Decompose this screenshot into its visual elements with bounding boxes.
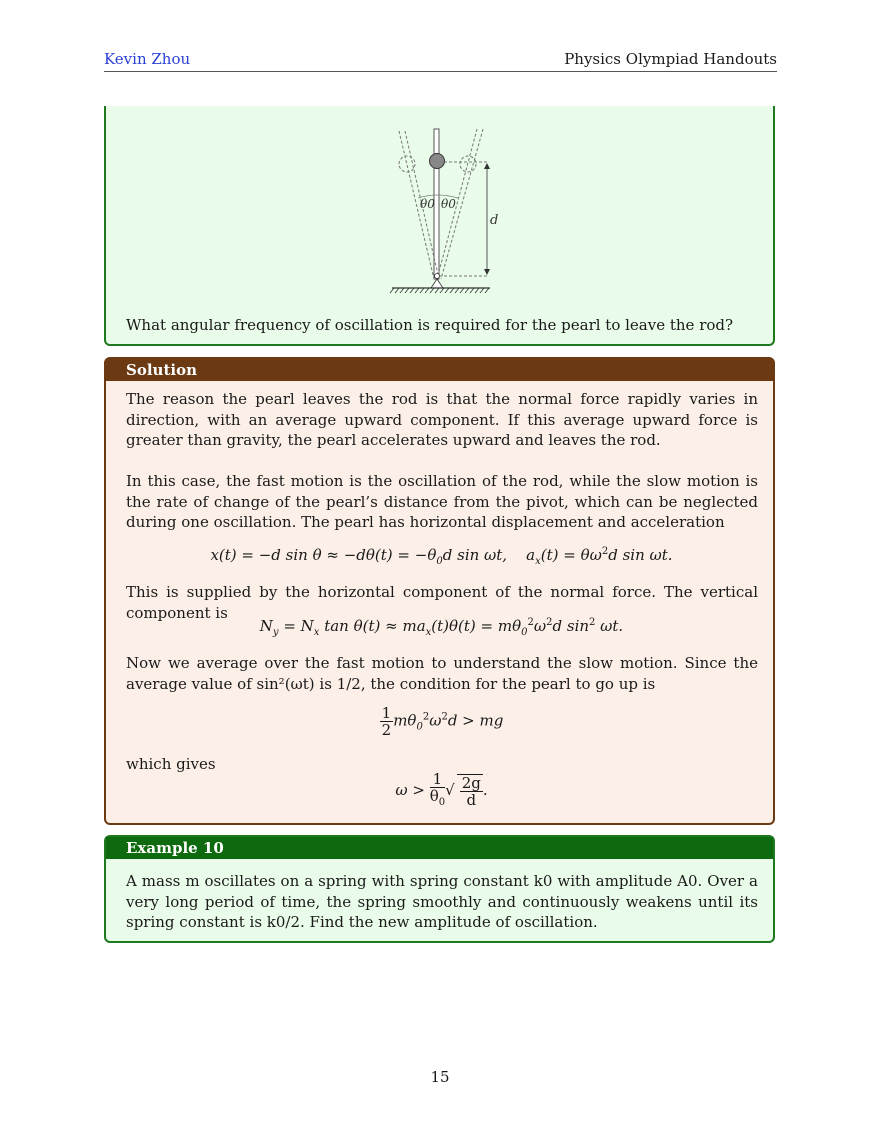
solution-heading: Solution	[106, 359, 773, 381]
solution-paragraph-2: In this case, the fast motion is the oscillation of the rod, while the slow motion is the rate of change of the pearl’s distance from the pivot, which can be neglected during one oscillation. The pearl has horizontal displacement and acceleration	[126, 472, 758, 531]
problem-question: What angular frequency of oscillation is required for the pearl to leave the rod?	[126, 316, 734, 334]
solution-paragraph-5: which gives	[126, 755, 216, 773]
solution-paragraph-4: Now we average over the fast motion to understand the slow motion. Since the average value of sin²(ωt) is 1/2, the condition for the pearl to go up is	[126, 654, 758, 693]
header-rule	[104, 71, 777, 72]
equation-result: ω > $\frac{1}{\theta_0}$ √ $\frac{2g}{d}$ .	[395, 770, 488, 809]
distance-label: d	[490, 213, 499, 228]
solution-box	[104, 357, 775, 825]
pendulum-rod-diagram	[106, 121, 777, 321]
equation-condition: $\frac{1}{2}$ $m\theta_0^2\omega^2d$ > mg	[381, 704, 504, 739]
angle-label-right: θ0	[441, 197, 456, 211]
example-box	[104, 835, 775, 943]
page-header	[104, 50, 777, 70]
handout-title: Physics Olympiad Handouts	[564, 50, 777, 68]
equation-vertical-force: $N_y = N_x$ $\tan \theta(t) \approx ma_x(t)\theta(t) = m\theta_0^2\omega^2d$ $\sin^2 \omega t$.	[259, 617, 624, 638]
example-text: A mass m oscillates on a spring with spring constant k0 with amplitude A0. Over a very long period of time, the spring smoothly and continuously weakens until its spring constant is k0/2. Find the new amplitude of oscillation.	[126, 872, 758, 931]
angle-label-left: θ0	[420, 197, 435, 211]
solution-paragraph-1: The reason the pearl leaves the rod is that the normal force rapidly varies in direction, with an average upward component. If this average upward force is greater than gravity, the pearl accelerates upward and leaves the rod.	[126, 390, 758, 449]
author-link[interactable]: Kevin Zhou	[104, 50, 191, 68]
example-heading: Example 10	[106, 837, 773, 859]
solution-paragraph-3: This is supplied by the horizontal component of the normal force. The vertical component is	[126, 583, 758, 622]
page-number: 15	[430, 1068, 450, 1086]
problem-box	[104, 106, 775, 346]
equation-displacement: x(t) = −d $\sin \theta \approx -d\theta(t) = -\theta_0d$ sin ωt, $a_x(t) = \theta\omega^2d$ sin ωt.	[210, 546, 673, 567]
